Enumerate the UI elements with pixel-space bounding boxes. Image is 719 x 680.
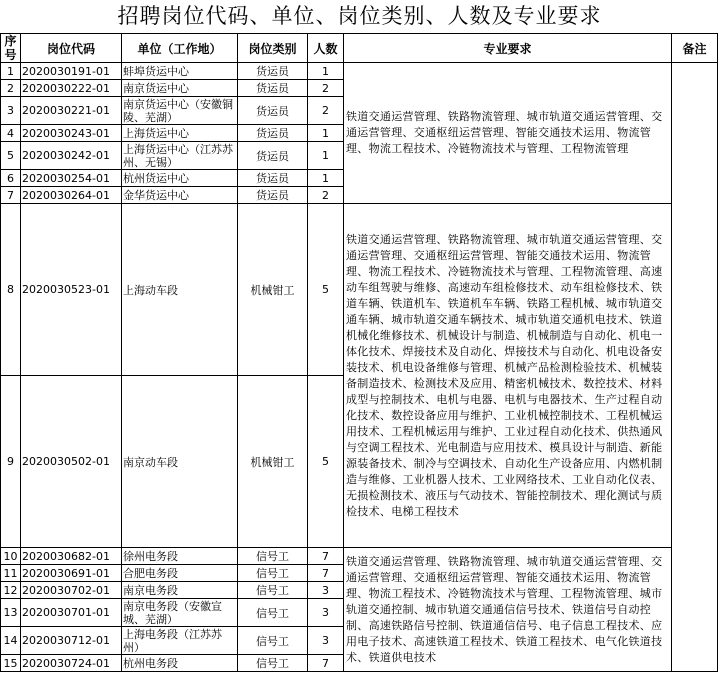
cell-seq: 8 [1,204,21,376]
cell-count: 3 [308,599,344,627]
cell-code: 2020030243-01 [21,125,122,142]
cell-unit: 徐州电务段 [122,548,238,565]
header-category: 岗位类别 [238,34,308,63]
cell-code: 2020030222-01 [21,80,122,97]
cell-count: 1 [308,63,344,80]
header-unit: 单位（工作地） [122,34,238,63]
cell-seq: 1 [1,63,21,80]
cell-count: 2 [308,187,344,204]
header-seq: 序号 [1,34,21,63]
cell-unit: 南京货运中心 [122,80,238,97]
cell-unit: 南京动车段 [122,376,238,548]
cell-count: 2 [308,97,344,125]
cell-seq: 10 [1,548,21,565]
cell-code: 2020030502-01 [21,376,122,548]
cell-count: 7 [308,655,344,672]
cell-category: 货运员 [238,97,308,125]
header-note: 备注 [672,34,718,63]
cell-count: 7 [308,565,344,582]
cell-category: 货运员 [238,125,308,142]
cell-major-group-1: 铁道交通运营管理、铁路物流管理、城市轨道交通运营管理、交通运营管理、交通枢纽运营管理、智能交通技术运用、物流管理、物流工程技术、冷链物流技术与管理、工程物流管理 [344,63,672,204]
header-count: 人数 [308,34,344,63]
cell-unit: 杭州电务段 [122,655,238,672]
cell-code: 2020030191-01 [21,63,122,80]
cell-seq: 4 [1,125,21,142]
cell-seq: 9 [1,376,21,548]
table-row [1,204,718,376]
table-row [1,548,718,565]
cell-unit: 南京货运中心（安徽铜陵、芜湖） [122,97,238,125]
cell-count: 1 [308,125,344,142]
cell-code: 2020030264-01 [21,187,122,204]
cell-seq: 6 [1,170,21,187]
cell-category: 货运员 [238,187,308,204]
cell-seq: 12 [1,582,21,599]
cell-seq: 13 [1,599,21,627]
cell-code: 2020030724-01 [21,655,122,672]
cell-count: 1 [308,142,344,170]
cell-major-group-3: 铁道交通运营管理、铁路物流管理、城市轨道交通运营管理、交通运营管理、交通枢纽运营管理、智能交通技术运用、物流管理、物流工程技术、冷链物流技术与管理、工程物流管理、城市轨道交通控制、城市轨道交通通信信号技术、铁道信号自动控制、高速铁路信号控制、铁道通信信号、电子信息工程技术、应用电子技术、高速铁道工程技术、铁道工程技术、电气化铁道技术、铁道供电技术 [344,548,672,672]
cell-unit: 上海动车段 [122,204,238,376]
cell-seq: 7 [1,187,21,204]
cell-seq: 15 [1,655,21,672]
cell-category: 信号工 [238,565,308,582]
cell-code: 2020030242-01 [21,142,122,170]
cell-code: 2020030701-01 [21,599,122,627]
cell-category: 信号工 [238,548,308,565]
table-row [1,63,718,80]
cell-count: 5 [308,204,344,376]
cell-note [672,63,718,672]
cell-category: 机械钳工 [238,204,308,376]
cell-code: 2020030682-01 [21,548,122,565]
cell-category: 信号工 [238,655,308,672]
cell-code: 2020030702-01 [21,582,122,599]
cell-major-group-2: 铁道交通运营管理、铁路物流管理、城市轨道交通运营管理、交通运营管理、交通枢纽运营管理、智能交通技术运用、物流管理、物流工程技术、冷链物流技术与管理、工程物流管理、高速动车组驾驶与维修、高速动车组检修技术、动车组检修技术、铁道车辆、铁道机车、铁道机车车辆、铁路工程机械、城市轨道交通车辆、城市轨道交通车辆技术、城市轨道交通机电技术、铁道机械化维修技术、机械设计与制造、机械制造与自动化、机电一体化技术、焊接技术及自动化、焊接技术与自动化、机电设备安装技术、机电设备维修与管理、机械产品检测检验技术、机械装备制造技术、检测技术及应用、精密机械技术、数控技术、材料成型与控制技术、电机与电器、电机与电器技术、生产过程自动化技术、数控设备应用与维护、工业机械控制技术、工程机械运用技术、工程机械运用与维护、工业过程自动化技术、供热通风与空调工程技术、光电制造与应用技术、模具设计与制造、新能源装备技术、制冷与空调技术、自动化生产设备应用、内燃机制造与维修、工业机器人技术、工业网络技术、工业自动化仪表、无损检测技术、液压与气动技术、智能控制技术、理化测试与质检技术、电梯工程技术 [344,204,672,548]
cell-category: 货运员 [238,80,308,97]
cell-seq: 14 [1,627,21,655]
cell-category: 信号工 [238,599,308,627]
header-code: 岗位代码 [21,34,122,63]
header-major: 专业要求 [344,34,672,63]
cell-count: 3 [308,582,344,599]
cell-unit: 杭州货运中心 [122,170,238,187]
cell-code: 2020030712-01 [21,627,122,655]
cell-seq: 2 [1,80,21,97]
cell-count: 5 [308,376,344,548]
cell-category: 货运员 [238,170,308,187]
cell-unit: 金华货运中心 [122,187,238,204]
cell-unit: 上海货运中心 [122,125,238,142]
cell-unit: 南京电务段（安徽宣城、芜湖） [122,599,238,627]
cell-category: 信号工 [238,627,308,655]
cell-count: 7 [308,548,344,565]
cell-code: 2020030523-01 [21,204,122,376]
cell-category: 信号工 [238,582,308,599]
job-table [0,33,718,672]
cell-seq: 11 [1,565,21,582]
cell-code: 2020030221-01 [21,97,122,125]
cell-unit: 南京电务段 [122,582,238,599]
cell-unit: 蚌埠货运中心 [122,63,238,80]
page-title: 招聘岗位代码、单位、岗位类别、人数及专业要求 [117,4,602,28]
cell-count: 3 [308,627,344,655]
cell-unit: 上海电务段（江苏苏州） [122,627,238,655]
cell-count: 2 [308,80,344,97]
cell-category: 机械钳工 [238,376,308,548]
cell-unit: 上海货运中心（江苏苏州、无锡） [122,142,238,170]
cell-category: 货运员 [238,142,308,170]
cell-category: 货运员 [238,63,308,80]
cell-code: 2020030254-01 [21,170,122,187]
cell-code: 2020030691-01 [21,565,122,582]
cell-seq: 5 [1,142,21,170]
cell-seq: 3 [1,97,21,125]
cell-unit: 合肥电务段 [122,565,238,582]
header-row [1,34,718,63]
cell-count: 1 [308,170,344,187]
